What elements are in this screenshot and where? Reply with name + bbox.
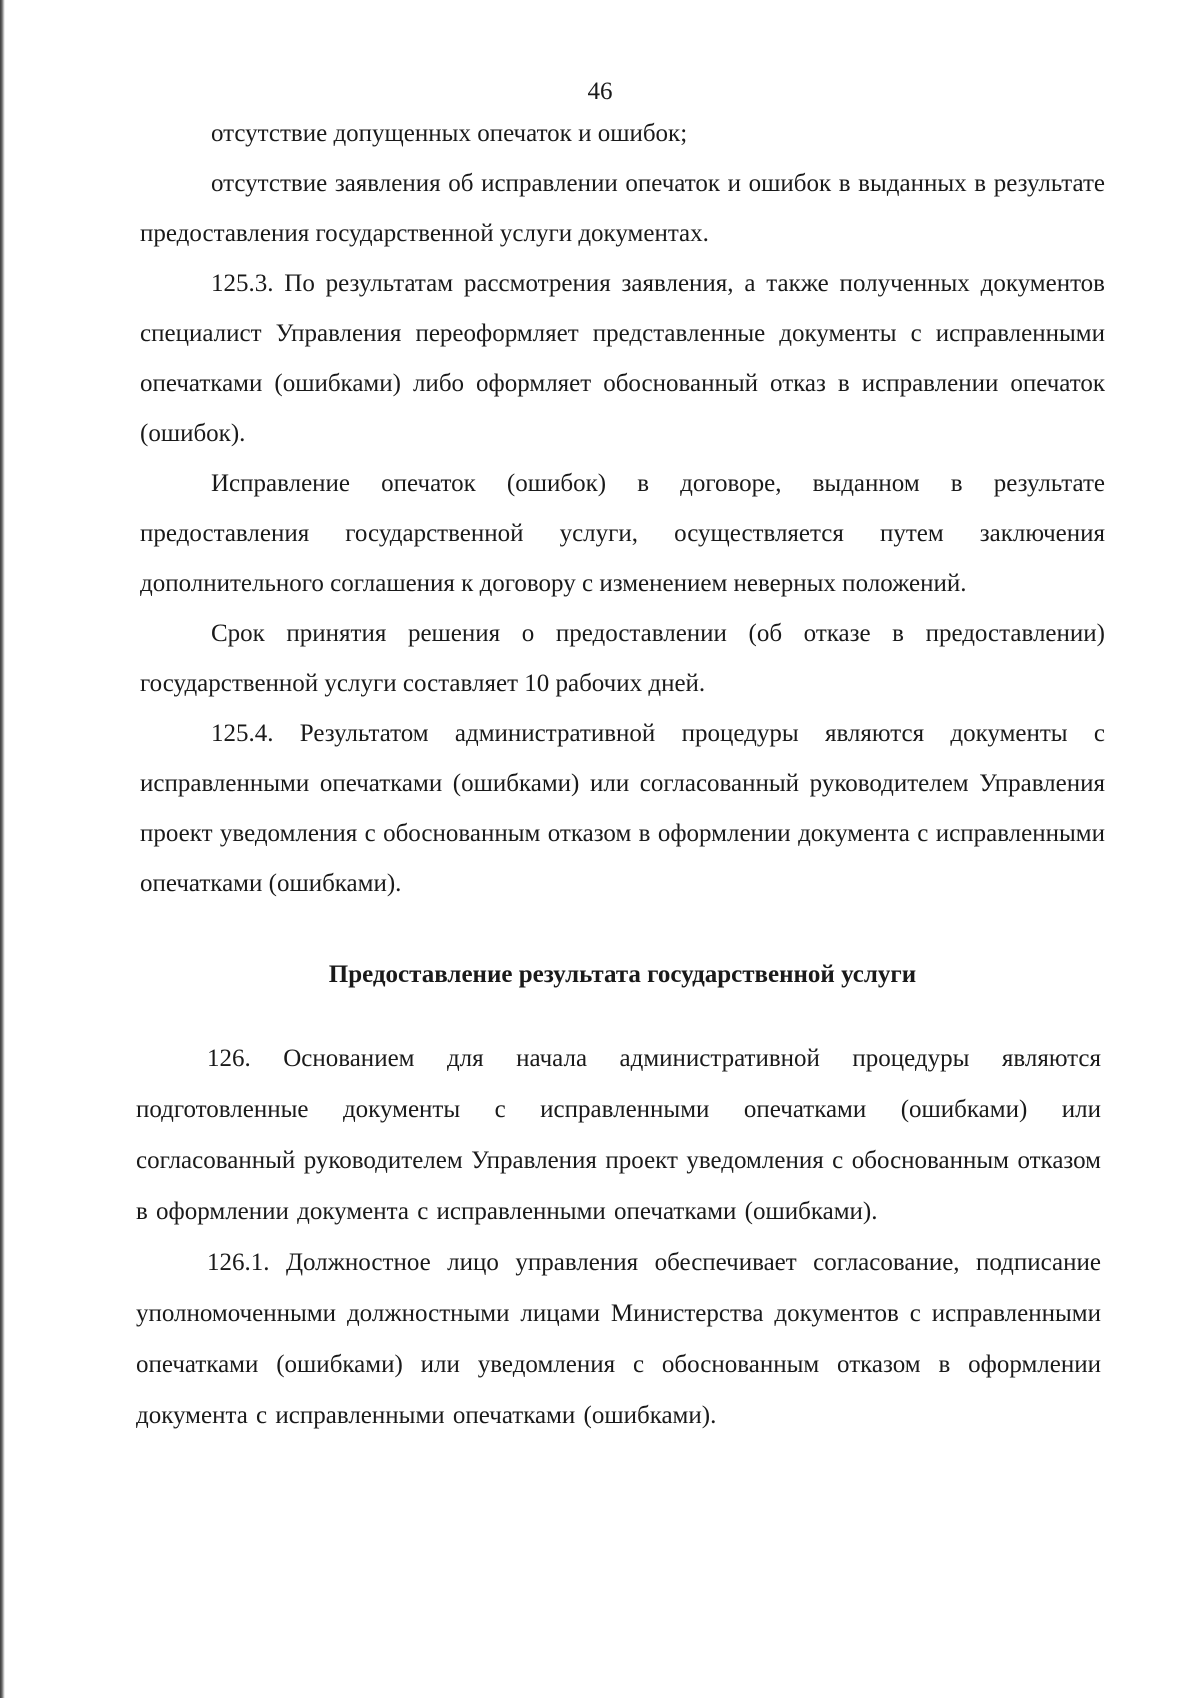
section-126-text [136,1033,1101,1441]
page-number: 46 [587,78,613,105]
paragraph-contract-correction: Исправление опечаток (ошибок) в договоре, выданном в результате предоставления государственной услуги, осуществляется путем заключения дополнительного соглашения к договору с изменением неверных положений. [140,470,1105,597]
paragraph-no-application: отсутствие заявления об исправлении опечаток и ошибок в выданных в результате предоставления государственной услуги документах. [140,170,1105,247]
paragraph-126: 126. Основанием для начала административной процедуры являются подготовленные документы с исправленными опечатками (ошибками) или согласованный руководителем Управления проект уведомления с обоснованным отказом в оформлении документа с исправленными опечатками (ошибками). [136,1045,1101,1225]
paragraph-125-4: 125.4. Результатом административной процедуры являются документы с исправленными опечатками (ошибками) или согласованный руководителем Управления проект уведомления с обоснованным отказом в оформлении документа с исправленными опечатками (ошибками). [140,720,1105,897]
paragraph-no-errors: отсутствие допущенных опечаток и ошибок; [211,120,688,147]
paragraph-125-3: 125.3. По результатам рассмотрения заявления, а также полученных документов специалист Управления переоформляет представленные документы с исправленными опечатками (ошибками) либо оформляет обоснованный отказ в исправлении опечаток (ошибок). [140,270,1105,447]
scan-edge [0,0,5,1698]
section-125-text [140,109,1105,909]
section-heading: Предоставление результата государственной услуги [328,961,917,988]
paragraph-126-1: 126.1. Должностное лицо управления обеспечивает согласование, подписание уполномоченными должностными лицами Министерства документов с исправленными опечатками (ошибками) или уведомления с обоснованным отказом в оформлении документа с исправленными опечатками (ошибками). [136,1249,1101,1429]
paragraph-decision-term: Срок принятия решения о предоставлении (об отказе в предоставлении) государственной услуги составляет 10 рабочих дней. [140,620,1105,697]
